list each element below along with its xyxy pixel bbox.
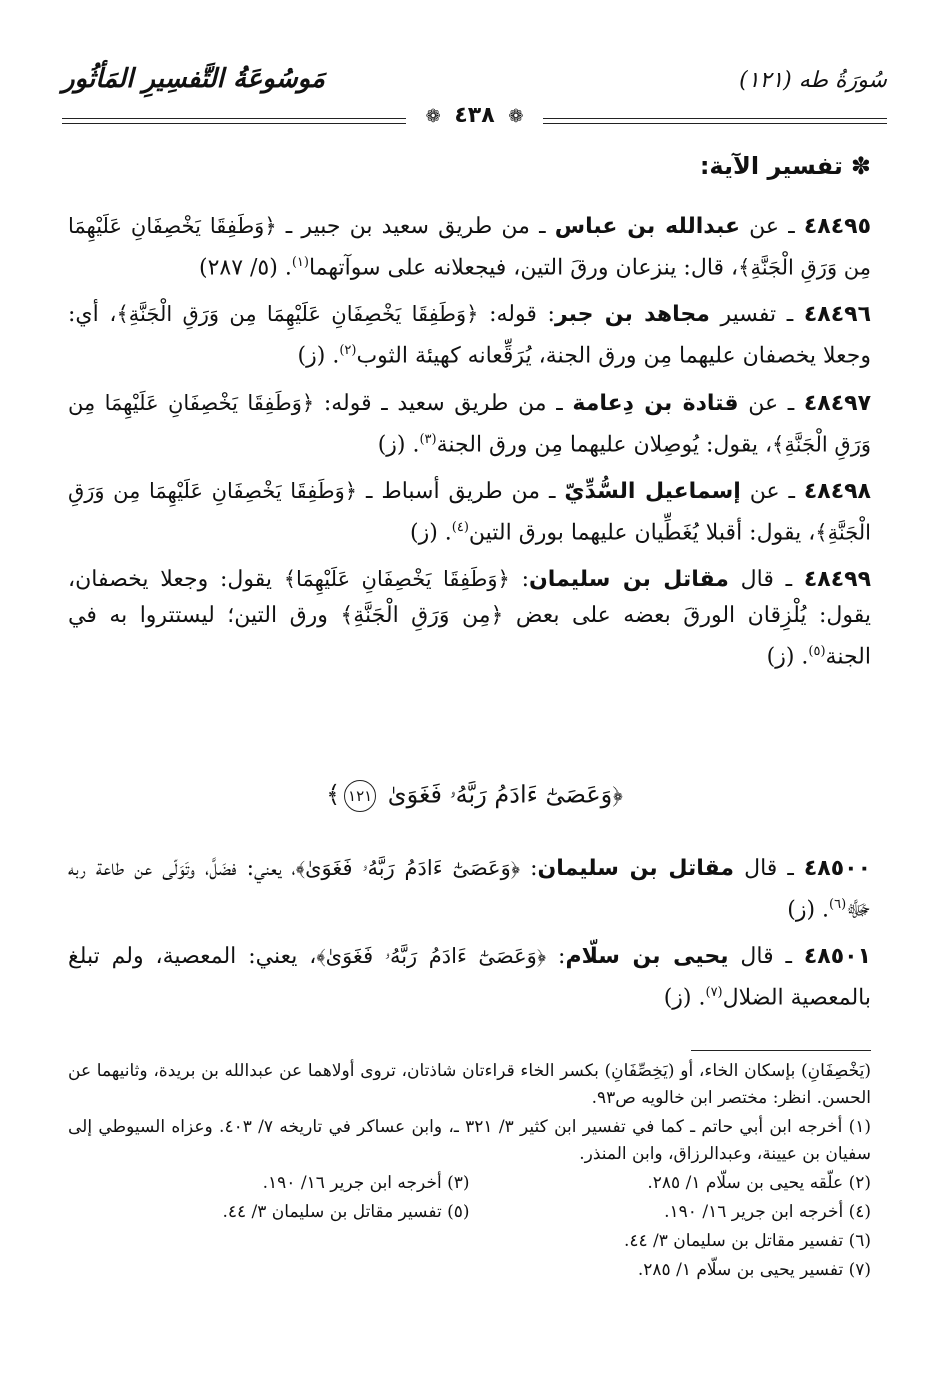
entry-48500: ٤٨٥٠٠ ـ قال مقاتل بن سليمان: ﴿وَعَصَىٰٓ ءَادَمُ رَبَّهُۥ فَغَوَىٰ﴾، يعني: فضَلَّ، وتَوَلّى عن طاعة ربه ﷻ$^{(٦)}$. (ز) (68, 856, 871, 923)
footnote-1: (١) أخرجه ابن أبي حاتم ـ كما في تفسير ابن كثير ٣/ ٣٢١ ـ، وابن عساكر في تاريخه ٧/ ٤٠٣. وعزاه السيوطي إلى سفيان بن عيينة، وعبدالرزاق، وابن المنذر. (68, 1117, 872, 1164)
entries-block-1 (68, 208, 871, 686)
entry-48495: ٤٨٤٩٥ ـ عن عبدالله بن عباس ـ من طريق سعيد بن جبير ـ ﴿وَطَفِقَا يَخْصِفَانِ عَلَيْهِمَا مِن وَرَقِ الْجَنَّةِ﴾، قال: ينزعان ورقَ التين، فيجعلانه على سوآتهما$^{(١)}$. (٥/ ٢٨٧) (68, 214, 871, 281)
surah-header: سُورَةُ طه (١٢١) (739, 68, 887, 93)
entry-48497: ٤٨٤٩٧ ـ عن قتادة بن دِعامة ـ من طريق سعيد ـ قوله: ﴿وَطَفِقَا يَخْصِفَانِ عَلَيْهِمَا مِن وَرَقِ الْجَنَّةِ﴾، يقول: يُوصِلان عليهما مِن ورق الجنة$^{(٣)}$. (ز) (68, 390, 871, 457)
ayah-number-medallion: ١٢١ (344, 780, 376, 812)
entries-block-2 (68, 850, 871, 1027)
page-number (406, 103, 544, 128)
footnote-6: (٦) تفسير مقاتل بن سليمان ٣/ ٤٤. (623, 1231, 871, 1251)
footnote-intro: (يَخْصِفَانِ) بإسكان الخاء، أو (يَخِصِّفَانِ) بكسر الخاء قراءتان شاذتان، تروى أولاهما عن عبدالله بن بريدة، وثانيهما عن الحسن. انظر: مختصر ابن خالويه ص٩٣. (68, 1061, 871, 1108)
entry-48499: ٤٨٤٩٩ ـ قال مقاتل بن سليمان: ﴿وَطَفِقَا يَخْصِفَانِ عَلَيْهِمَا﴾ يقول: وجعلا يخصفان، يقول: يُلْزِقان الورقَ بعضه على بعض ﴿مِن وَرَقِ الْجَنَّةِ﴾ ورق التين؛ ليستتروا به في الجنة$^{(٥)}$. (ز) (68, 567, 871, 670)
ayah-divider: ﴿وَعَصَىٰٓ ءَادَمُ رَبَّهُۥ فَغَوَىٰ ١٢١﴾ (0, 780, 949, 812)
ornament-icon: ❁ (508, 106, 524, 127)
page-number-value: ٤٣٨ (454, 103, 495, 128)
footnote-separator (691, 1050, 871, 1051)
book-title: مَوسُوعَةُ التَّفسِيرِ المَأثُور (62, 64, 325, 94)
footnote-7: (٧) تفسير يحيى بن سلّام ١/ ٢٨٥. (637, 1260, 871, 1280)
section-title: ✽تفسير الآية: (699, 152, 871, 180)
footnote-3: (٣) أخرجه ابن جرير ١٦/ ١٩٠. (262, 1173, 470, 1193)
ornament-icon: ❁ (425, 106, 441, 127)
footnotes (68, 1058, 871, 1286)
flower-icon: ✽ (850, 152, 871, 180)
footnote-2: (٢) علّقه يحيى بن سلّام ١/ ٢٨٥. (647, 1173, 871, 1193)
footnote-4: (٤) أخرجه ابن جرير ١٦/ ١٩٠. (664, 1202, 871, 1222)
entry-48496: ٤٨٤٩٦ ـ تفسير مجاهد بن جبر: قوله: ﴿وَطَفِقَا يَخْصِفَانِ عَلَيْهِمَا مِن وَرَقِ الْجَنَّةِ﴾، أي: وجعلا يخصفان عليهما مِن ورق الجنة، يُرَقِّعانه كهيئة الثوب$^{(٢)}$. (ز) (68, 302, 871, 369)
entry-48501: ٤٨٥٠١ ـ قال يحيى بن سلّام: ﴿وَعَصَىٰٓ ءَادَمُ رَبَّهُۥ فَغَوَىٰ﴾، يعني: المعصية، ولم تبلغ بالمعصية الضلال$^{(٧)}$. (ز) (68, 944, 871, 1011)
entry-48498: ٤٨٤٩٨ ـ عن إسماعيل السُّدِّيّ ـ من طريق أسباط ـ ﴿وَطَفِقَا يَخْصِفَانِ عَلَيْهِمَا مِن وَرَقِ الْجَنَّةِ﴾، يقول: أقبلا يُغَطِّيان عليهما بورق التين$^{(٤)}$. (ز) (68, 478, 871, 546)
footnote-5: (٥) تفسير مقاتل بن سليمان ٣/ ٤٤. (222, 1202, 470, 1222)
